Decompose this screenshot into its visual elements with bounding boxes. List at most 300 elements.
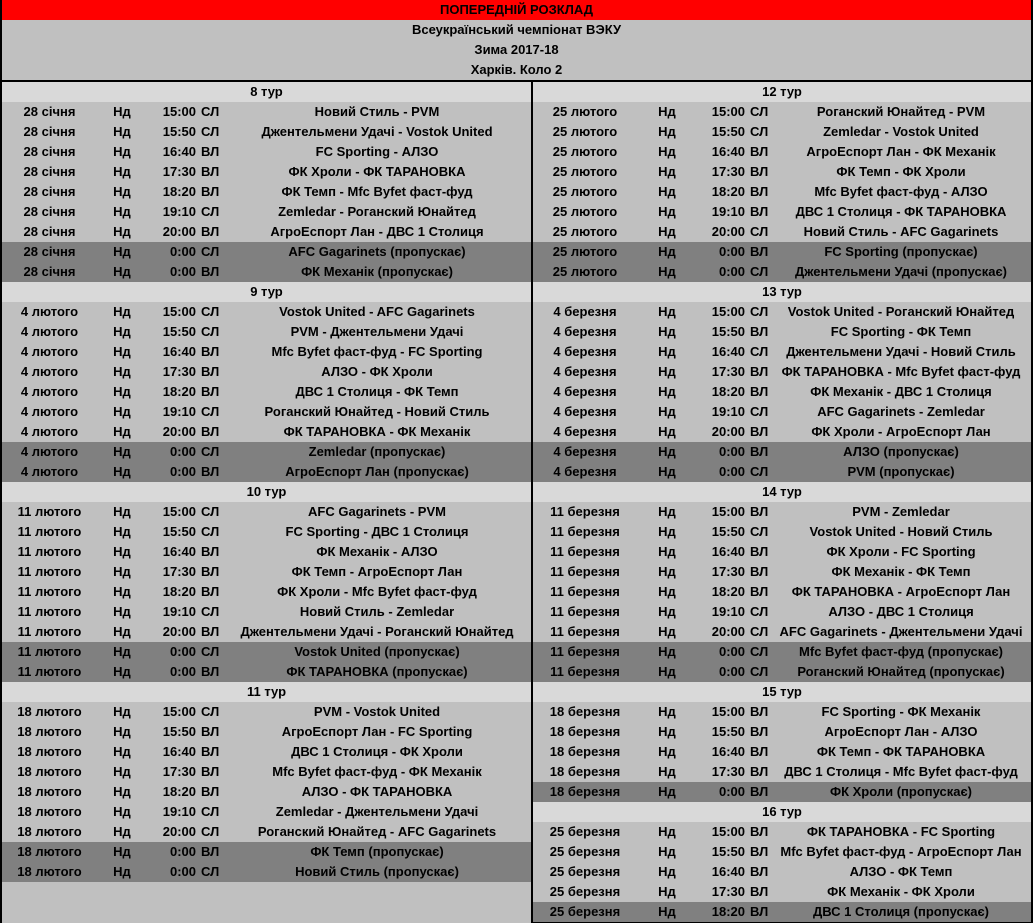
match-date: 4 лютого [20, 324, 79, 339]
match-date: 4 березня [553, 404, 617, 419]
league-code: ВЛ [750, 784, 769, 799]
match-teams: ДВС 1 Столиця (пропускає) [813, 904, 989, 919]
match-row [2, 782, 531, 802]
championship-name: Всеукраїнський чемпіонат ВЭКУ [2, 20, 1031, 40]
match-date: 11 березня [550, 544, 620, 559]
match-time: 19:10 [162, 404, 196, 419]
league-code: СЛ [201, 644, 220, 659]
match-date: 4 березня [553, 384, 617, 399]
league-code: СЛ [201, 604, 220, 619]
round-header: 9 тур [2, 282, 531, 302]
league-code: СЛ [750, 404, 769, 419]
match-row [2, 702, 531, 722]
league-code: СЛ [201, 204, 220, 219]
match-weekday: Нд [658, 644, 676, 659]
match-weekday: Нд [113, 624, 131, 639]
match-row [2, 322, 531, 342]
league-code: СЛ [201, 104, 220, 119]
match-row [533, 502, 1031, 522]
match-weekday: Нд [658, 724, 676, 739]
match-date: 28 січня [23, 184, 76, 199]
match-weekday: Нд [658, 784, 676, 799]
match-weekday: Нд [658, 164, 676, 179]
match-teams: ФК ТАРАНОВКА - ФК Механік [283, 424, 471, 439]
match-teams: Vostok United - AFC Gagarinets [279, 304, 475, 319]
match-row [2, 142, 531, 162]
league-code: СЛ [750, 224, 769, 239]
league-code: ВЛ [201, 184, 220, 199]
match-date: 18 лютого [17, 844, 82, 859]
match-time: 15:50 [711, 324, 745, 339]
match-weekday: Нд [658, 764, 676, 779]
match-teams: ФК Хроли - FC Sporting [826, 544, 976, 559]
match-row [2, 522, 531, 542]
match-time: 0:00 [169, 244, 196, 259]
match-date: 25 березня [549, 884, 621, 899]
match-date: 4 лютого [20, 444, 79, 459]
match-time: 0:00 [718, 264, 745, 279]
round-header: 13 тур [533, 282, 1031, 302]
match-weekday: Нд [658, 904, 676, 919]
match-teams: Роганский Юнайтед - PVM [816, 104, 986, 119]
league-code: СЛ [750, 464, 769, 479]
match-time: 18:20 [711, 384, 745, 399]
league-code: ВЛ [201, 384, 220, 399]
match-date: 11 березня [550, 504, 620, 519]
match-date: 28 січня [23, 264, 76, 279]
match-time: 0:00 [718, 464, 745, 479]
match-teams: АгроЕспорт Лан - ФК Механік [806, 144, 996, 159]
match-weekday: Нд [658, 704, 676, 719]
match-teams: АгроЕспорт Лан - FC Sporting [281, 724, 473, 739]
match-row [533, 542, 1031, 562]
match-teams: PVM - Zemledar [852, 504, 950, 519]
match-time: 17:30 [711, 884, 745, 899]
match-row [533, 522, 1031, 542]
match-weekday: Нд [658, 504, 676, 519]
league-code: СЛ [201, 804, 220, 819]
match-teams: PVM (пропускає) [847, 464, 955, 479]
round-header: 11 тур [2, 682, 531, 702]
league-code: ВЛ [750, 544, 769, 559]
round-header: 14 тур [533, 482, 1031, 502]
league-code: ВЛ [750, 904, 769, 919]
league-code: ВЛ [750, 864, 769, 879]
match-date: 18 лютого [17, 764, 82, 779]
match-date: 4 березня [553, 364, 617, 379]
match-weekday: Нд [113, 764, 131, 779]
match-date: 25 березня [549, 844, 621, 859]
match-teams: АгроЕспорт Лан - ДВС 1 Столиця [270, 224, 484, 239]
match-weekday: Нд [658, 144, 676, 159]
match-weekday: Нд [113, 744, 131, 759]
match-weekday: Нд [658, 324, 676, 339]
match-date: 11 лютого [17, 664, 82, 679]
match-weekday: Нд [113, 304, 131, 319]
match-time: 16:40 [162, 344, 196, 359]
match-weekday: Нд [113, 464, 131, 479]
league-code: ВЛ [750, 844, 769, 859]
match-time: 17:30 [162, 364, 196, 379]
league-code: ВЛ [750, 564, 769, 579]
bye-row [2, 642, 531, 662]
league-code: СЛ [201, 244, 220, 259]
league-code: ВЛ [750, 724, 769, 739]
league-code: СЛ [201, 444, 220, 459]
match-time: 15:50 [711, 724, 745, 739]
league-code: ВЛ [201, 744, 220, 759]
match-date: 11 лютого [17, 504, 82, 519]
match-weekday: Нд [658, 864, 676, 879]
match-date: 25 лютого [552, 104, 618, 119]
match-weekday: Нд [113, 204, 131, 219]
match-time: 17:30 [162, 164, 196, 179]
league-code: СЛ [750, 124, 769, 139]
bye-row [533, 262, 1031, 282]
match-date: 4 лютого [20, 404, 79, 419]
match-teams: ФК Темп - ФК Хроли [836, 164, 966, 179]
league-code: СЛ [750, 104, 769, 119]
match-date: 11 березня [550, 564, 620, 579]
match-time: 15:00 [162, 304, 196, 319]
league-code: СЛ [201, 404, 220, 419]
match-time: 15:50 [162, 124, 196, 139]
match-teams: Новий Стиль (пропускає) [295, 864, 459, 879]
season: Зима 2017-18 [2, 40, 1031, 60]
match-row [533, 822, 1031, 842]
match-row [2, 182, 531, 202]
match-date: 4 березня [553, 304, 617, 319]
match-date: 25 лютого [552, 184, 618, 199]
league-code: СЛ [201, 304, 220, 319]
match-teams: Mfc Byfet фаст-фуд - АгроЕспорт Лан [780, 844, 1022, 859]
bye-row [2, 842, 531, 862]
match-date: 28 січня [23, 124, 76, 139]
match-time: 0:00 [718, 784, 745, 799]
match-time: 15:00 [162, 504, 196, 519]
league-code: ВЛ [750, 184, 769, 199]
match-row [2, 622, 531, 642]
match-weekday: Нд [113, 144, 131, 159]
bye-row [2, 462, 531, 482]
match-row [533, 622, 1031, 642]
match-row [2, 802, 531, 822]
match-weekday: Нд [658, 404, 676, 419]
league-code: СЛ [201, 504, 220, 519]
location: Харків. Коло 2 [2, 60, 1031, 80]
match-teams: AFC Gagarinets - Zemledar [817, 404, 985, 419]
match-teams: ФК Механік (пропускає) [301, 264, 453, 279]
match-time: 15:00 [711, 504, 745, 519]
match-date: 28 січня [23, 204, 76, 219]
match-row [2, 162, 531, 182]
match-teams: АгроЕспорт Лан (пропускає) [285, 464, 469, 479]
match-date: 25 лютого [552, 204, 618, 219]
match-teams: Джентельмени Удачі (пропускає) [794, 264, 1008, 279]
match-teams: Vostok United - Роганский Юнайтед [787, 304, 1015, 319]
match-date: 18 лютого [17, 824, 82, 839]
match-teams: ДВС 1 Столиця - ФК Хроли [291, 744, 463, 759]
match-weekday: Нд [113, 324, 131, 339]
match-teams: Zemledar (пропускає) [308, 444, 446, 459]
match-weekday: Нд [113, 704, 131, 719]
match-teams: ФК Механік - ФК Темп [831, 564, 971, 579]
match-date: 18 березня [549, 744, 621, 759]
match-teams: ФК Хроли - Mfc Byfet фаст-фуд [277, 584, 477, 599]
match-time: 20:00 [162, 424, 196, 439]
league-code: СЛ [750, 664, 769, 679]
match-row [533, 362, 1031, 382]
match-date: 4 лютого [20, 364, 79, 379]
match-date: 18 березня [549, 764, 621, 779]
league-code: ВЛ [201, 464, 220, 479]
match-teams: ФК Хроли (пропускає) [829, 784, 973, 799]
league-code: СЛ [201, 864, 220, 879]
match-date: 18 березня [549, 724, 621, 739]
match-date: 18 березня [549, 784, 621, 799]
match-teams: Zemledar - Vostok United [823, 124, 979, 139]
league-code: СЛ [750, 604, 769, 619]
match-time: 15:00 [162, 104, 196, 119]
match-row [2, 122, 531, 142]
match-date: 4 березня [553, 324, 617, 339]
match-teams: ФК Механік - ФК Хроли [827, 884, 975, 899]
match-weekday: Нд [658, 564, 676, 579]
match-date: 11 лютого [17, 644, 82, 659]
league-code: ВЛ [750, 164, 769, 179]
match-time: 19:10 [162, 804, 196, 819]
match-weekday: Нд [113, 664, 131, 679]
match-teams: FC Sporting (пропускає) [824, 244, 978, 259]
bye-row [2, 442, 531, 462]
match-weekday: Нд [658, 744, 676, 759]
league-code: ВЛ [201, 144, 220, 159]
match-time: 0:00 [169, 864, 196, 879]
match-time: 18:20 [711, 184, 745, 199]
match-time: 0:00 [169, 464, 196, 479]
match-teams: Новий Стиль - AFC Gagarinets [803, 224, 999, 239]
round-header: 12 тур [533, 82, 1031, 102]
match-row [2, 302, 531, 322]
match-date: 4 лютого [20, 304, 79, 319]
match-time: 17:30 [711, 364, 745, 379]
bye-row [2, 662, 531, 682]
match-row [2, 422, 531, 442]
match-date: 28 січня [23, 144, 76, 159]
match-row [2, 582, 531, 602]
league-code: ВЛ [750, 444, 769, 459]
match-row [533, 862, 1031, 882]
match-time: 18:20 [162, 784, 196, 799]
match-time: 17:30 [162, 764, 196, 779]
match-weekday: Нд [113, 844, 131, 859]
league-code: ВЛ [201, 544, 220, 559]
match-weekday: Нд [658, 604, 676, 619]
match-weekday: Нд [658, 584, 676, 599]
match-teams: ФК ТАРАНОВКА - FC Sporting [806, 824, 996, 839]
league-code: ВЛ [201, 224, 220, 239]
match-weekday: Нд [113, 504, 131, 519]
match-date: 11 березня [550, 604, 620, 619]
match-time: 18:20 [162, 584, 196, 599]
match-row [533, 702, 1031, 722]
match-date: 25 березня [549, 864, 621, 879]
match-row [2, 342, 531, 362]
match-teams: ФК Темп - ФК ТАРАНОВКА [816, 744, 986, 759]
league-code: ВЛ [750, 244, 769, 259]
match-weekday: Нд [658, 884, 676, 899]
match-teams: AFC Gagarinets - Джентельмени Удачі [779, 624, 1023, 639]
match-row [2, 762, 531, 782]
league-code: ВЛ [201, 424, 220, 439]
match-time: 15:00 [711, 824, 745, 839]
match-teams: AFC Gagarinets (пропускає) [288, 244, 466, 259]
match-teams: FC Sporting - АЛЗО [315, 144, 439, 159]
match-weekday: Нд [113, 164, 131, 179]
match-weekday: Нд [658, 244, 676, 259]
match-date: 4 лютого [20, 344, 79, 359]
match-date: 11 лютого [17, 624, 82, 639]
match-weekday: Нд [113, 344, 131, 359]
match-time: 0:00 [718, 644, 745, 659]
match-row [2, 382, 531, 402]
match-weekday: Нд [658, 104, 676, 119]
league-code: ВЛ [201, 164, 220, 179]
league-code: ВЛ [750, 204, 769, 219]
league-code: ВЛ [750, 704, 769, 719]
match-row [533, 602, 1031, 622]
match-row [533, 382, 1031, 402]
bye-row [533, 462, 1031, 482]
match-time: 16:40 [711, 544, 745, 559]
match-date: 25 лютого [552, 124, 618, 139]
league-code: СЛ [750, 524, 769, 539]
league-code: ВЛ [750, 324, 769, 339]
match-teams: Mfc Byfet фаст-фуд - FC Sporting [271, 344, 483, 359]
match-date: 25 березня [549, 824, 621, 839]
match-time: 15:50 [711, 524, 745, 539]
match-row [2, 542, 531, 562]
match-teams: ФК Хроли - ФК ТАРАНОВКА [288, 164, 466, 179]
match-time: 15:00 [711, 304, 745, 319]
match-weekday: Нд [658, 444, 676, 459]
match-weekday: Нд [113, 184, 131, 199]
match-time: 0:00 [169, 844, 196, 859]
match-row [533, 342, 1031, 362]
match-date: 28 січня [23, 164, 76, 179]
league-code: ВЛ [201, 844, 220, 859]
match-teams: ФК ТАРАНОВКА (пропускає) [286, 664, 468, 679]
match-time: 16:40 [711, 344, 745, 359]
match-time: 16:40 [711, 864, 745, 879]
match-weekday: Нд [113, 384, 131, 399]
match-time: 20:00 [711, 224, 745, 239]
match-time: 16:40 [711, 744, 745, 759]
bye-row [533, 662, 1031, 682]
match-row [2, 502, 531, 522]
match-time: 20:00 [162, 824, 196, 839]
match-date: 28 січня [23, 224, 76, 239]
match-weekday: Нд [113, 804, 131, 819]
match-date: 4 березня [553, 444, 617, 459]
match-date: 11 лютого [17, 564, 82, 579]
match-weekday: Нд [658, 824, 676, 839]
league-code: ВЛ [201, 724, 220, 739]
match-teams: PVM - Vostok United [313, 704, 441, 719]
match-row [2, 102, 531, 122]
match-date: 11 березня [550, 584, 620, 599]
match-weekday: Нд [658, 624, 676, 639]
match-weekday: Нд [113, 264, 131, 279]
match-row [2, 222, 531, 242]
match-row [2, 202, 531, 222]
match-row [2, 602, 531, 622]
league-code: СЛ [750, 304, 769, 319]
match-time: 0:00 [169, 644, 196, 659]
match-time: 18:20 [162, 384, 196, 399]
match-row [533, 582, 1031, 602]
match-time: 0:00 [169, 664, 196, 679]
match-row [533, 222, 1031, 242]
match-time: 15:50 [162, 524, 196, 539]
match-date: 11 лютого [17, 544, 82, 559]
match-row [533, 842, 1031, 862]
bye-row [2, 862, 531, 882]
match-teams: АЛЗО - ФК Хроли [321, 364, 433, 379]
match-teams: ДВС 1 Столиця - ФК Темп [295, 384, 459, 399]
league-code: СЛ [750, 644, 769, 659]
match-weekday: Нд [658, 204, 676, 219]
match-row [533, 122, 1031, 142]
match-time: 0:00 [718, 664, 745, 679]
match-date: 25 березня [549, 904, 621, 919]
match-weekday: Нд [113, 644, 131, 659]
match-weekday: Нд [658, 664, 676, 679]
match-teams: ФК Темп - Mfc Byfet фаст-фуд [281, 184, 473, 199]
match-teams: ФК ТАРАНОВКА - АгроЕспорт Лан [791, 584, 1011, 599]
match-date: 4 березня [553, 344, 617, 359]
match-time: 15:00 [711, 704, 745, 719]
match-teams: FC Sporting - ФК Механік [821, 704, 981, 719]
match-weekday: Нд [113, 864, 131, 879]
match-time: 16:40 [162, 144, 196, 159]
match-weekday: Нд [113, 524, 131, 539]
match-teams: FC Sporting - ФК Темп [830, 324, 972, 339]
match-teams: Новий Стиль - Zemledar [299, 604, 455, 619]
match-teams: ДВС 1 Столиця - ФК ТАРАНОВКА [795, 204, 1007, 219]
match-date: 18 лютого [17, 704, 82, 719]
match-weekday: Нд [658, 184, 676, 199]
match-date: 4 березня [553, 424, 617, 439]
match-time: 17:30 [711, 164, 745, 179]
match-row [533, 322, 1031, 342]
match-weekday: Нд [658, 464, 676, 479]
match-date: 4 лютого [20, 384, 79, 399]
match-time: 17:30 [711, 764, 745, 779]
match-date: 18 лютого [17, 744, 82, 759]
match-weekday: Нд [113, 424, 131, 439]
bye-row [533, 242, 1031, 262]
match-teams: Новий Стиль - PVM [314, 104, 440, 119]
match-row [533, 882, 1031, 902]
match-time: 19:10 [162, 204, 196, 219]
league-code: СЛ [201, 524, 220, 539]
match-date: 25 лютого [552, 244, 618, 259]
match-weekday: Нд [113, 544, 131, 559]
match-time: 20:00 [711, 424, 745, 439]
match-row [2, 362, 531, 382]
match-row [2, 742, 531, 762]
